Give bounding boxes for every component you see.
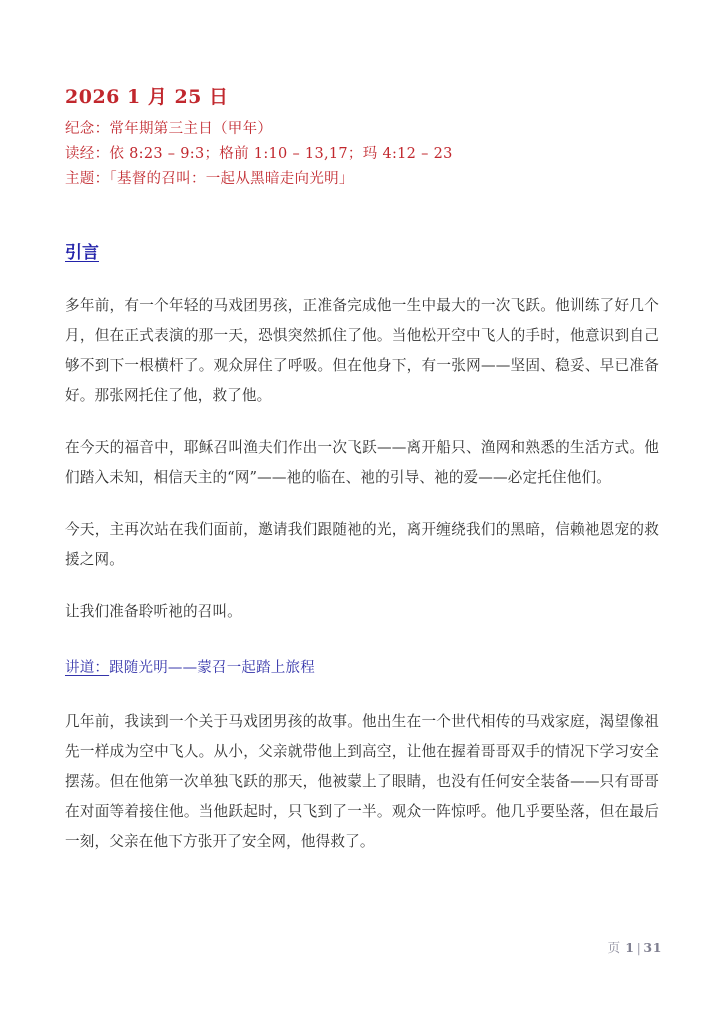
header-commemoration-label: 纪念： <box>65 121 110 137</box>
sermon-paragraph: 几年前，我读到一个关于马戏团男孩的故事。他出生在一个世代相传的马戏家庭，渴望像祖先一样成为空中飞人。从小，父亲就带他上到高空，让他在握着哥哥双手的情况下学习安全摆荡。但在他第一次单独飞跃的那天，他被蒙上了眼睛，也没有任何安全装备——只有哥哥在对面等着接住他。当他跃起时，只飞到了一半。观众一阵惊呼。他几乎要坠落，但在最后一刻，父亲在他下方张开了安全网，他得救了。 <box>65 713 659 850</box>
intro-paragraph: 今天，主再次站在我们面前，邀请我们跟随祂的光，离开缠绕我们的黑暗，信赖祂恩宠的救援之网。 <box>65 521 659 568</box>
header-readings-line <box>65 142 659 167</box>
sermon-heading-wrap <box>65 655 659 681</box>
intro-paragraph: 让我们准备聆听祂的召叫。 <box>65 603 242 620</box>
sermon-body <box>65 707 659 857</box>
intro-body <box>65 291 659 627</box>
footer-current-page: 1 <box>625 940 635 955</box>
intro-paragraph: 多年前，有一个年轻的马戏团男孩，正准备完成他一生中最大的一次飞跃。他训练了好几个月，但在正式表演的那一天，恐惧突然抓住了他。当他松开空中飞人的手时，他意识到自己够不到下一根横杆了。观众屏住了呼吸。但在他身下，有一张网——坚固、稳妥、早已准备好。那张网托住了他，救了他。 <box>65 297 659 404</box>
header-commemoration-value: 常年期第三主日（甲年） <box>109 121 273 137</box>
sermon-label: 讲道： <box>65 660 110 676</box>
header-readings-value: 依 8:23 – 9:3；格前 1:10 – 13,17；玛 4:12 – 23 <box>109 146 453 162</box>
sermon-heading <box>65 655 659 681</box>
header-theme-line <box>65 167 659 192</box>
intro-heading: 引言 <box>65 243 99 263</box>
intro-heading-wrap <box>65 241 659 265</box>
footer-page-label: 页 <box>607 940 621 955</box>
header-readings-label: 读经： <box>65 146 110 162</box>
sermon-title: 跟随光明——蒙召一起踏上旅程 <box>109 660 315 676</box>
page-footer <box>608 938 662 956</box>
footer-separator: | <box>636 940 642 955</box>
footer-total-pages: 31 <box>643 940 662 955</box>
intro-paragraph: 在今天的福音中，耶稣召叫渔夫们作出一次飞跃——离开船只、渔网和熟悉的生活方式。他们踏入未知，相信天主的“网”——祂的临在、祂的引导、祂的爱——必定托住他们。 <box>65 439 659 486</box>
document-content <box>65 0 659 857</box>
document-header <box>65 84 659 192</box>
header-date: 2026 1 月 25 日 <box>65 86 229 108</box>
header-theme-value: 「基督的召叫：一起从黑暗走向光明」 <box>109 171 354 187</box>
header-theme-label: 主题： <box>65 171 110 187</box>
header-commemoration-line <box>65 117 659 142</box>
